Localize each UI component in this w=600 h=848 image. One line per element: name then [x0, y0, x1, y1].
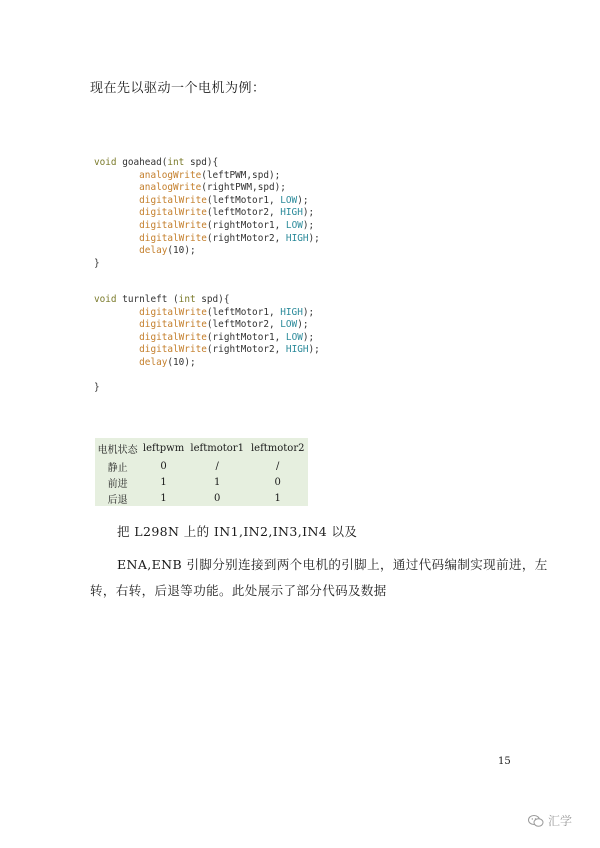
code-line: analogWrite(leftPWM,spd); — [139, 169, 281, 181]
table-cell: 1 — [274, 492, 281, 504]
table-cell: 静止 — [107, 463, 128, 475]
table-cell: / — [215, 461, 219, 473]
code-line: digitalWrite(leftMotor2, HIGH); — [139, 207, 315, 219]
table-cell: 1 — [160, 476, 167, 488]
code-line: analogWrite(rightPWM,spd); — [139, 182, 286, 194]
watermark-text: 汇学 — [548, 814, 573, 828]
table-header-cell: leftmotor2 — [250, 442, 305, 454]
code-line: delay(10); — [139, 245, 196, 257]
code-line: digitalWrite(rightMotor2, HIGH); — [139, 232, 320, 244]
table-row — [95, 475, 308, 491]
code-block-goahead — [94, 157, 320, 270]
code-line: digitalWrite(leftMotor2, LOW); — [139, 319, 309, 331]
table-row — [95, 490, 308, 506]
code-line: void goahead(int spd){ — [94, 157, 219, 168]
table-header-cell: leftpwm — [142, 442, 185, 454]
table-cell: 1 — [160, 492, 167, 504]
code-line: } — [94, 257, 100, 269]
table-cell: 前进 — [107, 478, 128, 490]
code-line: } — [94, 382, 100, 394]
code-line: void turnleft (int spd){ — [94, 294, 230, 305]
code-line: digitalWrite(rightMotor1, LOW); — [139, 219, 315, 231]
wechat-icon — [528, 814, 544, 828]
watermark — [528, 812, 572, 829]
code-line: delay(10); — [139, 356, 196, 368]
paragraph-line-2: ENA,ENB 引脚分别连接到两个电机的引脚上，通过代码编制实现前进，左 — [117, 557, 548, 572]
paragraph-line-1: 把 L298N 上的 IN1,IN2,IN3,IN4 以及 — [117, 524, 358, 539]
table-cell: 0 — [213, 492, 221, 504]
motor-state-table — [95, 438, 308, 506]
code-line: digitalWrite(leftMotor1, LOW); — [139, 194, 309, 206]
table-header-cell: leftmotor1 — [190, 442, 244, 454]
intro-text: 现在先以驱动一个电机为例： — [90, 81, 266, 96]
paragraph-line-3: 转，右转，后退等功能。此处展示了部分代码及数据 — [90, 583, 387, 598]
table-row — [95, 459, 308, 475]
page-number: 15 — [498, 756, 511, 767]
table-cell: 0 — [274, 476, 281, 488]
table-header-cell: 电机状态 — [97, 444, 138, 456]
table-header-row — [95, 438, 308, 459]
table-cell: 0 — [160, 461, 167, 473]
code-line — [94, 370, 320, 383]
table-cell: 后退 — [107, 494, 128, 506]
table-cell: / — [276, 461, 280, 473]
code-line: digitalWrite(rightMotor1, LOW); — [139, 331, 315, 343]
code-line: digitalWrite(leftMotor1, HIGH); — [139, 306, 315, 318]
code-block-turnleft — [94, 294, 320, 395]
code-line: digitalWrite(rightMotor2, HIGH); — [139, 344, 320, 356]
table-cell: 1 — [213, 476, 221, 488]
